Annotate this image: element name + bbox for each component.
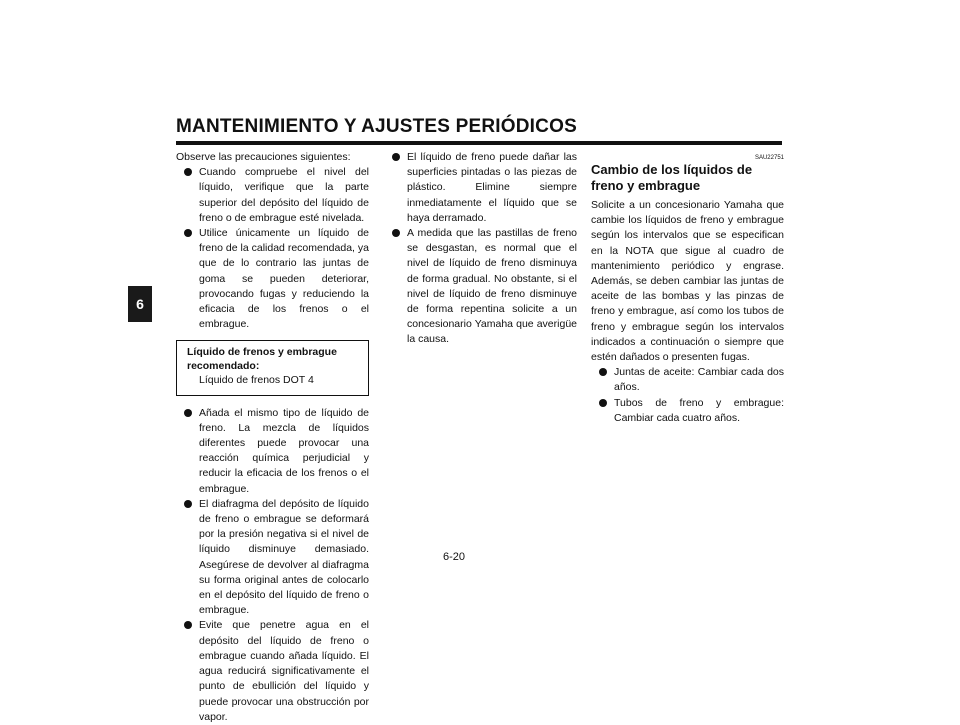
bullet-dot-icon xyxy=(392,153,400,161)
section-heading: Cambio de los líquidos de freno y embrague xyxy=(591,162,753,193)
chapter-tab: 6 xyxy=(128,286,152,322)
column-3 xyxy=(591,150,784,426)
bullet-dot-icon xyxy=(392,229,400,237)
list-item: Añada el mismo tipo de líquido de freno. La mezcla de líquidos diferentes puede provocar una reacción química perjudicial y reducir la eficacia de los frenos o el embrague. xyxy=(176,406,369,497)
bullet-dot-icon xyxy=(599,399,607,407)
list-item: Juntas de aceite: Cambiar cada dos años. xyxy=(591,365,784,395)
bullet-dot-icon xyxy=(599,368,607,376)
bullet-dot-icon xyxy=(184,168,192,176)
spec-value: Líquido de frenos DOT 4 xyxy=(199,374,314,387)
list-item: Tubos de freno y embrague: Cambiar cada cuatro años. xyxy=(591,396,784,426)
intro-text: Observe las precauciones siguientes: xyxy=(176,151,351,163)
replacement-intervals-list xyxy=(591,365,784,426)
precautions-list-a xyxy=(176,165,369,332)
list-item: Utilice únicamente un líquido de freno de la calidad recomendada, ya que de lo contrario las juntas de goma se pueden deteriorar, provocando fugas y reduciendo la eficacia de los frenos o el embrague. xyxy=(176,226,369,332)
title-rule xyxy=(176,141,782,145)
precautions-list-b xyxy=(176,406,369,725)
bullet-dot-icon xyxy=(184,621,192,629)
recommended-fluid-box xyxy=(176,340,369,395)
list-item: Cuando compruebe el nivel del líquido, verifique que la parte superior del depósito del líquido de freno o de embrague esté nivelada. xyxy=(176,165,369,226)
column-2 xyxy=(384,150,577,348)
bullet-dot-icon xyxy=(184,229,192,237)
section-code: SAU22751 xyxy=(754,155,784,161)
spec-title: Líquido de frenos y embrague recomendado: xyxy=(187,346,337,373)
precautions-list-c xyxy=(384,150,577,348)
section-body: Solicite a un concesionario Yamaha que cambie los líquidos de freno y embrague según los intervalos que se especifican en la NOTA que sigue al cuadro de mantenimiento periódico y engrase. Además, se deben cambiar las juntas de aceite de las bombas y las pinzas de freno y embrague, así como los tubos de freno y embrague según los intervalos indicados a continuación o siempre que estén dañados o presenten fugas. xyxy=(591,199,784,364)
page-number: 6-20 xyxy=(443,551,466,563)
page-title: MANTENIMIENTO Y AJUSTES PERIÓDICOS xyxy=(176,116,577,137)
list-item: El diafragma del depósito de líquido de freno o embrague se deformará por la presión negativa si el nivel de líquido disminuye demasiado. Asegúrese de devolver al diafragma su forma original antes de colocarlo en el depósito del líquido de freno o embrague. xyxy=(176,497,369,619)
list-item: Evite que penetre agua en el depósito del líquido de freno o embrague cuando añada líquido. El agua reducirá significativamente el punto de ebullición del líquido y puede provocar una obstrucción por vapor. xyxy=(176,618,369,724)
column-1 xyxy=(176,150,369,725)
list-item: El líquido de freno puede dañar las superficies pintadas o las piezas de plástico. Elimine siempre inmediatamente el líquido que se haya derramado. xyxy=(384,150,577,226)
bullet-dot-icon xyxy=(184,500,192,508)
bullet-dot-icon xyxy=(184,409,192,417)
list-item: A medida que las pastillas de freno se desgastan, es normal que el nivel de líquido de freno disminuya de forma gradual. No obstante, si el nivel de líquido de freno disminuye de forma repentina solicite a un concesionario Yamaha que averigüe la causa. xyxy=(384,226,577,348)
